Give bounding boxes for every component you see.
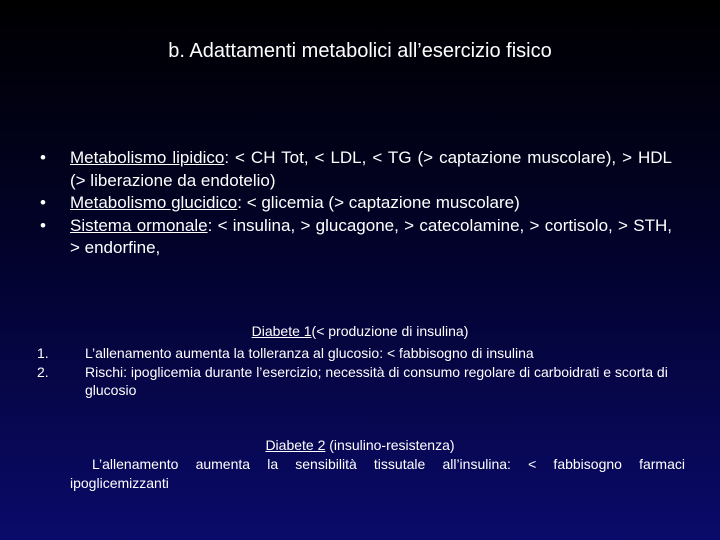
bullet-text xyxy=(70,147,672,192)
bullet-body: : < glicemia (> captazione muscolare) xyxy=(237,193,520,212)
diabete2-paragraph xyxy=(70,455,685,492)
bullet-term: Metabolismo lipidico xyxy=(70,148,225,167)
diabete2-desc: (insulino-resistenza) xyxy=(325,437,455,453)
diabete2-line2: ipoglicemizzanti xyxy=(70,474,169,491)
bullet-marker: • xyxy=(40,193,46,212)
bullet-text xyxy=(70,192,672,215)
diabete2-line1: L’allenamento aumenta la sensibilità tissutale all’insulina: < fabbisogno farmaci xyxy=(92,456,685,472)
diabete1-term: Diabete 1 xyxy=(251,323,312,339)
list-number: 2. xyxy=(37,363,49,380)
bullet-marker: • xyxy=(40,215,46,235)
bullet-body: : < insulina, > glucagone, > catecolamine, > cortisolo, > STH, > endorfine, xyxy=(70,215,672,257)
list-item xyxy=(37,344,683,363)
list-number: 1. xyxy=(37,345,49,361)
bullet-item-hormonal xyxy=(40,215,672,260)
bullet-text xyxy=(70,215,672,260)
list-item xyxy=(37,363,683,400)
diabete2-heading xyxy=(0,436,720,454)
bullet-body: : < CH Tot, < LDL, < TG (> captazione muscolare), > HDL (> liberazione da endotelio) xyxy=(70,148,672,190)
bullet-marker: • xyxy=(40,148,46,167)
list-text: Rischi: ipoglicemia durante l’esercizio; necessità di consumo regolare di carboidrati e scorta di glucosio xyxy=(85,363,668,398)
bullet-list xyxy=(40,147,672,260)
list-text: L’allenamento aumenta la tolleranza al glucosio: < fabbisogno di insulina xyxy=(85,345,534,361)
bullet-term: Sistema ormonale xyxy=(70,215,208,235)
slide-title: b. Adattamenti metabolici all’esercizio fisico xyxy=(168,40,552,62)
diabete1-heading xyxy=(0,322,720,340)
bullet-term: Metabolismo glucidico xyxy=(70,193,238,212)
diabete2-term: Diabete 2 xyxy=(265,437,326,453)
bullet-item-lipid xyxy=(40,147,672,192)
diabete1-desc: (< produzione di insulina) xyxy=(311,323,469,339)
diabete1-list xyxy=(37,344,683,400)
bullet-item-glucid xyxy=(40,192,672,215)
